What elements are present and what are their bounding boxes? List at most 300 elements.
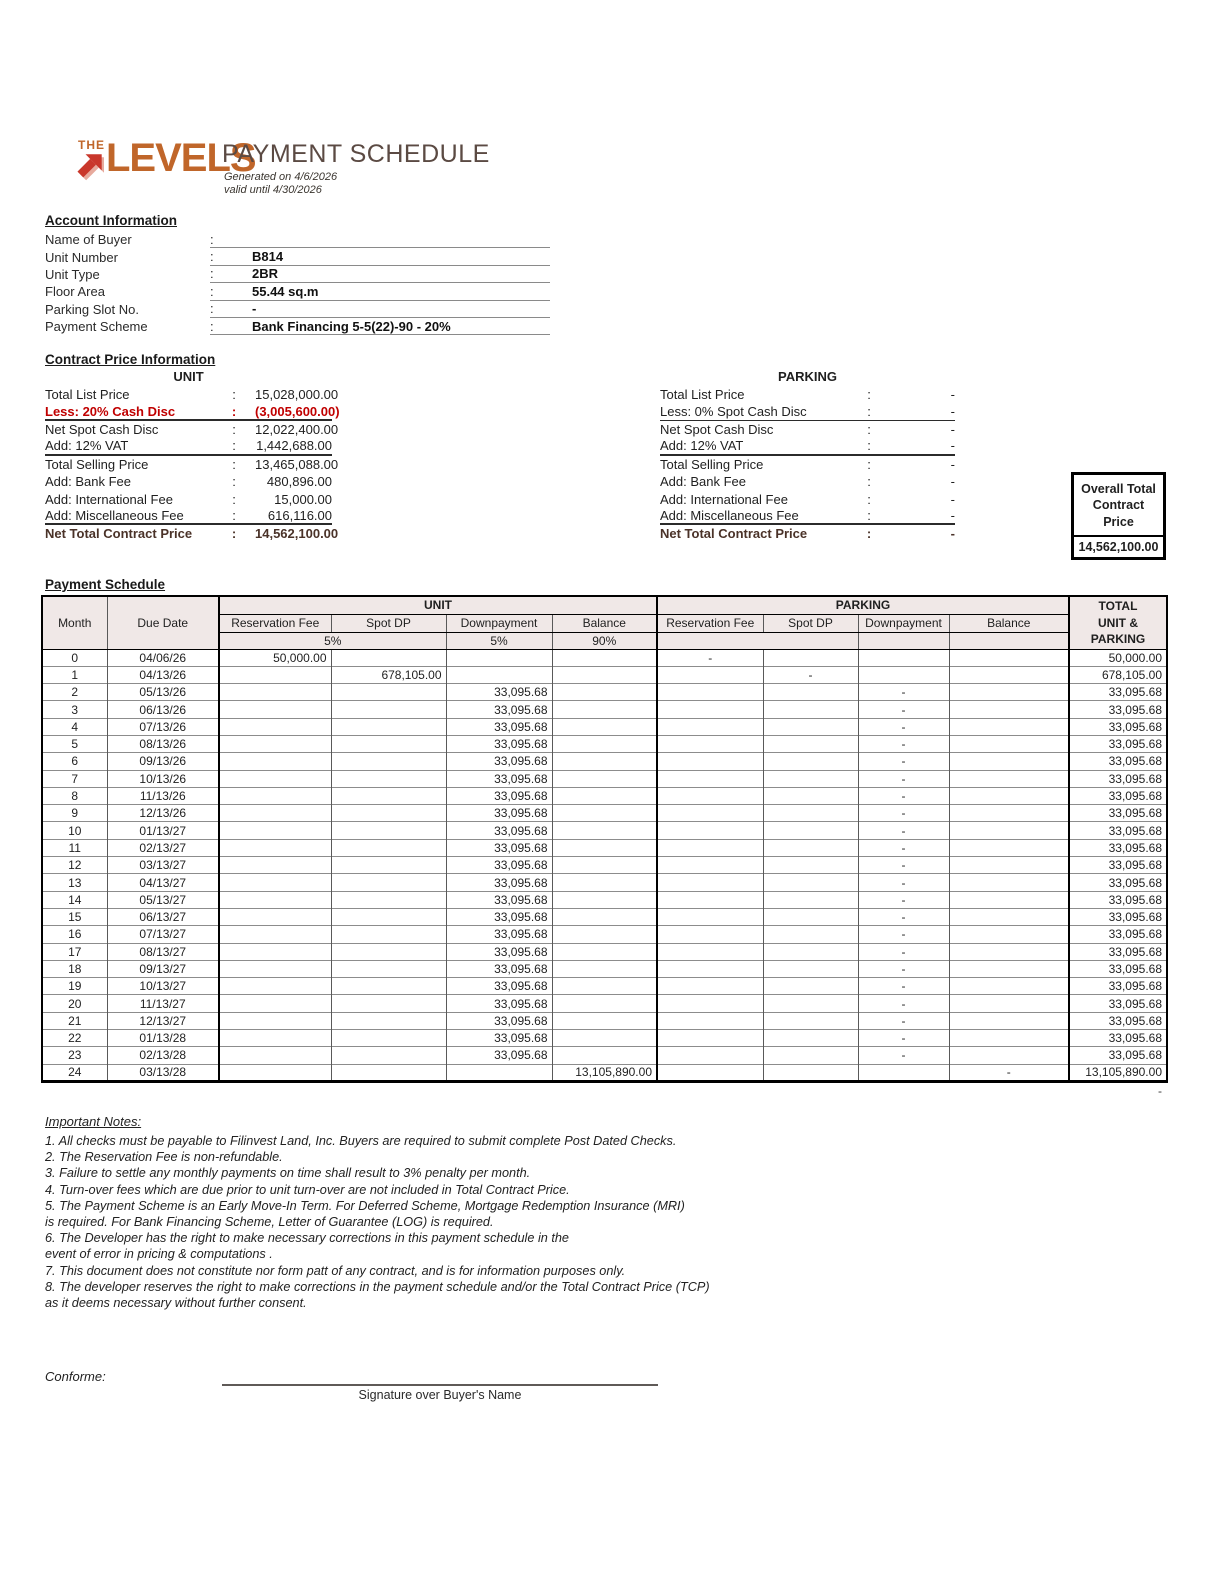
schedule-cell: 33,095.68	[446, 787, 552, 804]
schedule-cell	[219, 770, 331, 787]
schedule-cell	[446, 649, 552, 666]
contract-price-row-label: Add: Bank Fee	[45, 474, 131, 490]
schedule-cell: -	[858, 908, 949, 925]
schedule-cell: -	[858, 822, 949, 839]
schedule-cell: 02/13/28	[107, 1047, 219, 1064]
unit-downpayment-percent: 5%	[446, 632, 552, 649]
contract-price-row-value: 13,465,088.00	[255, 456, 339, 472]
contract-price-row-label: Net Total Contract Price	[45, 526, 193, 542]
schedule-cell: 33,095.68	[1069, 978, 1167, 995]
schedule-cell	[552, 770, 657, 787]
colon: :	[232, 438, 236, 454]
total-header-line2: UNIT &	[1098, 615, 1138, 630]
schedule-row	[42, 1047, 1167, 1064]
schedule-cell	[331, 735, 446, 752]
schedule-cell	[219, 874, 331, 891]
schedule-cell: -	[858, 857, 949, 874]
schedule-row	[42, 1012, 1167, 1029]
schedule-cell	[657, 1064, 763, 1081]
page-title: PAYMENT SCHEDULE	[222, 140, 490, 168]
schedule-cell: 24	[42, 1064, 107, 1081]
schedule-cell	[219, 926, 331, 943]
schedule-cell	[858, 1064, 949, 1081]
schedule-cell	[763, 995, 858, 1012]
schedule-cell	[763, 960, 858, 977]
contract-price-row	[660, 421, 955, 438]
schedule-cell: -	[858, 753, 949, 770]
schedule-cell	[949, 839, 1069, 856]
schedule-cell	[331, 770, 446, 787]
conforme-label: Conforme:	[45, 1369, 106, 1384]
contract-price-row	[660, 403, 955, 420]
schedule-cell	[949, 1012, 1069, 1029]
schedule-row	[42, 735, 1167, 752]
schedule-cell: 33,095.68	[1069, 1012, 1167, 1029]
account-row-label: Unit Type	[45, 266, 100, 282]
schedule-cell	[949, 978, 1069, 995]
account-row-label: Payment Scheme	[45, 319, 148, 335]
schedule-cell	[552, 839, 657, 856]
schedule-cell	[657, 1047, 763, 1064]
schedule-cell	[657, 960, 763, 977]
account-row-value: 2BR	[252, 266, 279, 282]
unit-column-title: UNIT	[173, 369, 204, 384]
schedule-cell	[552, 1012, 657, 1029]
schedule-cell	[763, 857, 858, 874]
parking-res-spot-percent-empty	[657, 632, 858, 649]
parking-group-header: PARKING	[657, 596, 1069, 614]
up-right-arrow-icon	[74, 152, 104, 182]
note-line: 8. The developer reserves the right to make corrections in the payment schedule and/or the Total Contract Price (TCP)	[45, 1279, 710, 1294]
schedule-cell	[657, 805, 763, 822]
contract-price-row-value: -	[950, 387, 955, 403]
account-row	[45, 301, 550, 318]
colon: :	[867, 387, 871, 403]
total-header-line3: PARKING	[1090, 631, 1146, 646]
schedule-cell	[219, 718, 331, 735]
schedule-cell	[446, 1064, 552, 1081]
contract-price-row-value: 12,022,400.00	[255, 421, 339, 437]
contract-price-row-label: Total Selling Price	[660, 456, 764, 472]
schedule-cell: 04/13/26	[107, 666, 219, 683]
schedule-cell: 16	[42, 926, 107, 943]
schedule-cell: 33,095.68	[446, 1030, 552, 1047]
schedule-cell	[219, 908, 331, 925]
account-row-label: Parking Slot No.	[45, 301, 139, 317]
colon: :	[867, 438, 871, 454]
schedule-row	[42, 1064, 1167, 1081]
schedule-cell	[763, 822, 858, 839]
colon: :	[232, 387, 236, 403]
schedule-cell: 08/13/26	[107, 735, 219, 752]
schedule-cell	[331, 978, 446, 995]
colon: :	[866, 526, 872, 542]
schedule-cell	[657, 908, 763, 925]
below-table-dash: -	[1158, 1084, 1162, 1098]
colon: :	[867, 421, 871, 437]
schedule-cell	[949, 1030, 1069, 1047]
schedule-cell: 33,095.68	[1069, 926, 1167, 943]
contract-price-parking-column	[660, 369, 955, 543]
schedule-cell: 13,105,890.00	[1069, 1064, 1167, 1081]
contract-price-row-label: Add: International Fee	[660, 491, 788, 507]
schedule-cell	[763, 753, 858, 770]
schedule-cell: 20	[42, 995, 107, 1012]
schedule-cell: 05/13/27	[107, 891, 219, 908]
schedule-cell: -	[858, 684, 949, 701]
schedule-cell: 33,095.68	[1069, 787, 1167, 804]
schedule-cell	[763, 1047, 858, 1064]
schedule-cell	[657, 718, 763, 735]
schedule-cell	[552, 1047, 657, 1064]
contract-price-row-value: -	[950, 507, 955, 523]
account-row-value: Bank Financing 5-5(22)-90 - 20%	[252, 318, 451, 334]
contract-price-row-value: -	[950, 474, 955, 490]
schedule-cell: 678,105.00	[331, 666, 446, 683]
schedule-cell	[219, 943, 331, 960]
schedule-cell	[552, 926, 657, 943]
account-row	[45, 248, 550, 265]
schedule-cell	[763, 1012, 858, 1029]
generated-date: Generated on 4/6/2026	[224, 171, 338, 183]
schedule-cell: -	[858, 770, 949, 787]
schedule-cell	[552, 943, 657, 960]
contract-price-row	[660, 438, 955, 455]
schedule-cell: 07/13/26	[107, 718, 219, 735]
schedule-cell	[657, 701, 763, 718]
schedule-cell	[552, 805, 657, 822]
account-row-field	[210, 283, 550, 300]
schedule-cell: 10	[42, 822, 107, 839]
schedule-cell: 33,095.68	[1069, 943, 1167, 960]
colon: :	[232, 474, 236, 490]
schedule-cell: -	[858, 718, 949, 735]
colon: :	[210, 266, 214, 282]
schedule-cell	[552, 753, 657, 770]
schedule-row	[42, 857, 1167, 874]
schedule-cell	[552, 822, 657, 839]
schedule-cell: 13,105,890.00	[552, 1064, 657, 1081]
contract-price-row	[660, 386, 955, 403]
schedule-cell	[657, 666, 763, 683]
contract-price-row-label: Add: Miscellaneous Fee	[45, 507, 184, 523]
schedule-cell: 11	[42, 839, 107, 856]
contract-price-row-label: Total List Price	[45, 387, 130, 403]
colon: :	[232, 491, 236, 507]
note-line: event of error in pricing & computations .	[45, 1247, 273, 1262]
schedule-cell: -	[858, 891, 949, 908]
schedule-cell: 0	[42, 649, 107, 666]
schedule-cell: -	[949, 1064, 1069, 1081]
contract-price-row	[660, 490, 955, 507]
schedule-cell	[552, 701, 657, 718]
schedule-cell: -	[858, 1030, 949, 1047]
colon: :	[867, 404, 871, 420]
schedule-cell: 09/13/26	[107, 753, 219, 770]
schedule-cell: 33,095.68	[446, 822, 552, 839]
schedule-cell	[219, 995, 331, 1012]
schedule-cell	[949, 684, 1069, 701]
contract-price-heading: Contract Price Information	[45, 352, 216, 367]
schedule-cell: 33,095.68	[446, 1047, 552, 1064]
schedule-cell: 6	[42, 753, 107, 770]
schedule-cell	[763, 718, 858, 735]
schedule-cell: 14	[42, 891, 107, 908]
schedule-cell: -	[858, 926, 949, 943]
contract-price-row	[660, 456, 955, 473]
schedule-cell: 33,095.68	[1069, 822, 1167, 839]
colon: :	[867, 474, 871, 490]
schedule-cell	[219, 805, 331, 822]
payment-schedule-heading: Payment Schedule	[45, 577, 166, 592]
important-notes-list	[45, 1133, 745, 1311]
schedule-cell	[552, 857, 657, 874]
schedule-cell: 7	[42, 770, 107, 787]
schedule-cell: 1	[42, 666, 107, 683]
schedule-cell	[331, 960, 446, 977]
schedule-cell	[552, 908, 657, 925]
schedule-cell	[763, 943, 858, 960]
note-line: as it deems necessary without further consent.	[45, 1296, 307, 1311]
contract-price-row-label: Add: 12% VAT	[660, 438, 744, 454]
schedule-cell: 50,000.00	[1069, 649, 1167, 666]
schedule-cell	[763, 839, 858, 856]
account-row-value: 55.44 sq.m	[252, 283, 319, 299]
schedule-cell: -	[858, 995, 949, 1012]
schedule-cell	[331, 943, 446, 960]
schedule-cell: 01/13/27	[107, 822, 219, 839]
schedule-cell: 33,095.68	[446, 753, 552, 770]
parking-column-title: PARKING	[778, 369, 837, 384]
schedule-cell	[331, 787, 446, 804]
contract-price-row-label: Net Spot Cash Disc	[660, 421, 774, 437]
schedule-cell: 33,095.68	[446, 891, 552, 908]
schedule-cell	[219, 960, 331, 977]
schedule-cell: 33,095.68	[1069, 960, 1167, 977]
colon: :	[867, 507, 871, 523]
contract-price-row-label: Add: Bank Fee	[660, 474, 746, 490]
parking-downpayment-header: Downpayment	[858, 614, 949, 632]
contract-price-row-label: Add: International Fee	[45, 491, 173, 507]
contract-price-row-value: 480,896.00	[266, 474, 332, 490]
note-line: 5. The Payment Scheme is an Early Move-In Term. For Deferred Scheme, Mortgage Redemption Insurance (MRI)	[45, 1198, 685, 1213]
schedule-cell	[949, 995, 1069, 1012]
schedule-cell	[219, 1064, 331, 1081]
schedule-cell	[657, 943, 763, 960]
schedule-cell: 07/13/27	[107, 926, 219, 943]
schedule-cell	[949, 701, 1069, 718]
schedule-cell	[219, 666, 331, 683]
schedule-cell: 33,095.68	[446, 978, 552, 995]
contract-price-row-label: Net Spot Cash Disc	[45, 421, 159, 437]
note-line: is required. For Bank Financing Scheme, Letter of Guarantee (LOG) is required.	[45, 1215, 494, 1230]
schedule-cell	[949, 753, 1069, 770]
parking-reservation-fee-header: Reservation Fee	[657, 614, 763, 632]
account-row	[45, 318, 550, 335]
schedule-cell	[552, 995, 657, 1012]
schedule-cell: 13	[42, 874, 107, 891]
schedule-cell	[657, 822, 763, 839]
schedule-cell: 33,095.68	[446, 1012, 552, 1029]
schedule-cell	[763, 874, 858, 891]
unit-reservation-fee-header: Reservation Fee	[219, 614, 331, 632]
month-column-header: Month	[42, 596, 107, 649]
account-row-label: Unit Number	[45, 249, 118, 265]
schedule-cell	[657, 770, 763, 787]
schedule-cell	[763, 649, 858, 666]
schedule-cell: 33,095.68	[1069, 770, 1167, 787]
schedule-cell	[552, 874, 657, 891]
schedule-cell: 9	[42, 805, 107, 822]
schedule-cell	[949, 926, 1069, 943]
schedule-cell: 2	[42, 684, 107, 701]
schedule-cell: 15	[42, 908, 107, 925]
schedule-cell: 33,095.68	[446, 805, 552, 822]
schedule-cell	[552, 718, 657, 735]
schedule-cell: 08/13/27	[107, 943, 219, 960]
schedule-cell: -	[858, 839, 949, 856]
unit-downpayment-header: Downpayment	[446, 614, 552, 632]
schedule-cell	[949, 943, 1069, 960]
schedule-cell	[949, 857, 1069, 874]
schedule-cell	[219, 839, 331, 856]
schedule-cell	[219, 735, 331, 752]
contract-price-row-value: 616,116.00	[267, 507, 332, 523]
account-row-label: Floor Area	[45, 284, 105, 300]
signature-line	[222, 1357, 658, 1386]
schedule-cell: 33,095.68	[1069, 735, 1167, 752]
unit-balance-header: Balance	[552, 614, 657, 632]
schedule-cell	[949, 891, 1069, 908]
schedule-cell	[763, 891, 858, 908]
schedule-cell	[552, 684, 657, 701]
colon: :	[210, 283, 214, 299]
schedule-cell: -	[858, 805, 949, 822]
valid-until-date: valid until 4/30/2026	[224, 184, 322, 196]
total-header-line1: TOTAL	[1098, 599, 1138, 614]
schedule-cell	[657, 857, 763, 874]
colon: :	[232, 507, 236, 523]
schedule-cell	[949, 787, 1069, 804]
schedule-cell: -	[657, 649, 763, 666]
contract-price-row	[45, 403, 340, 420]
account-row	[45, 266, 550, 283]
schedule-cell: 04/06/26	[107, 649, 219, 666]
schedule-cell: 19	[42, 978, 107, 995]
total-column-header	[1069, 596, 1167, 649]
contract-price-row-value: -	[950, 421, 955, 437]
account-row-field	[210, 318, 550, 335]
schedule-cell: 10/13/27	[107, 978, 219, 995]
important-notes-heading: Important Notes:	[45, 1114, 142, 1129]
schedule-cell: 10/13/26	[107, 770, 219, 787]
schedule-cell	[657, 787, 763, 804]
schedule-cell	[657, 684, 763, 701]
schedule-cell: 33,095.68	[1069, 908, 1167, 925]
schedule-cell	[331, 891, 446, 908]
contract-price-row-value: -	[950, 438, 955, 454]
schedule-cell	[949, 908, 1069, 925]
schedule-cell: 11/13/26	[107, 787, 219, 804]
colon: :	[231, 526, 237, 542]
schedule-cell	[552, 649, 657, 666]
schedule-cell	[552, 787, 657, 804]
schedule-row	[42, 787, 1167, 804]
schedule-cell	[219, 1030, 331, 1047]
schedule-cell	[331, 701, 446, 718]
schedule-cell	[331, 995, 446, 1012]
schedule-cell: 18	[42, 960, 107, 977]
schedule-cell: 8	[42, 787, 107, 804]
schedule-cell	[949, 1047, 1069, 1064]
schedule-row	[42, 649, 1167, 666]
schedule-cell	[331, 1047, 446, 1064]
schedule-row	[42, 874, 1167, 891]
unit-spot-dp-header: Spot DP	[331, 614, 446, 632]
schedule-cell	[657, 1012, 763, 1029]
parking-balance-percent-empty	[949, 632, 1069, 649]
schedule-cell: 23	[42, 1047, 107, 1064]
colon: :	[231, 403, 237, 419]
schedule-cell: 4	[42, 718, 107, 735]
contract-price-row-value: (3,005,600.00)	[255, 403, 340, 419]
overall-total-label	[1074, 475, 1163, 537]
schedule-cell	[657, 978, 763, 995]
schedule-cell	[858, 666, 949, 683]
account-row-field	[210, 301, 550, 318]
schedule-cell: 33,095.68	[1069, 684, 1167, 701]
schedule-cell	[552, 666, 657, 683]
schedule-cell: 12/13/26	[107, 805, 219, 822]
account-row-label: Name of Buyer	[45, 232, 132, 248]
schedule-cell: 03/13/28	[107, 1064, 219, 1081]
schedule-cell	[657, 839, 763, 856]
schedule-row	[42, 995, 1167, 1012]
schedule-cell: 33,095.68	[1069, 1030, 1167, 1047]
schedule-cell: -	[858, 701, 949, 718]
contract-price-row-label: Net Total Contract Price	[660, 526, 808, 542]
schedule-cell	[949, 770, 1069, 787]
schedule-cell: 05/13/26	[107, 684, 219, 701]
schedule-cell	[331, 926, 446, 943]
schedule-cell	[219, 1047, 331, 1064]
schedule-row	[42, 839, 1167, 856]
account-row-value: -	[252, 301, 257, 317]
contract-price-row	[45, 456, 339, 473]
contract-price-row-label: Less: 20% Cash Disc	[45, 403, 176, 419]
schedule-cell: 11/13/27	[107, 995, 219, 1012]
schedule-cell	[763, 787, 858, 804]
parking-spot-dp-header: Spot DP	[763, 614, 858, 632]
schedule-cell	[331, 649, 446, 666]
schedule-row	[42, 960, 1167, 977]
parking-downpayment-percent-empty	[858, 632, 949, 649]
note-line: 3. Failure to settle any monthly payments on time shall result to 3% penalty per month.	[45, 1166, 531, 1181]
schedule-cell	[331, 1064, 446, 1081]
contract-price-row	[45, 490, 332, 507]
note-line: 2. The Reservation Fee is non-refundable.	[45, 1150, 283, 1165]
account-row-field	[210, 266, 550, 283]
schedule-cell	[657, 1030, 763, 1047]
colon: :	[210, 231, 214, 247]
schedule-cell: 12/13/27	[107, 1012, 219, 1029]
schedule-row	[42, 666, 1167, 683]
schedule-row	[42, 926, 1167, 943]
unit-group-header: UNIT	[219, 596, 657, 614]
contract-price-row	[45, 508, 332, 525]
schedule-cell: 33,095.68	[446, 960, 552, 977]
note-line: 7. This document does not constitute nor form patt of any contract, and is for information purposes only.	[45, 1263, 626, 1278]
